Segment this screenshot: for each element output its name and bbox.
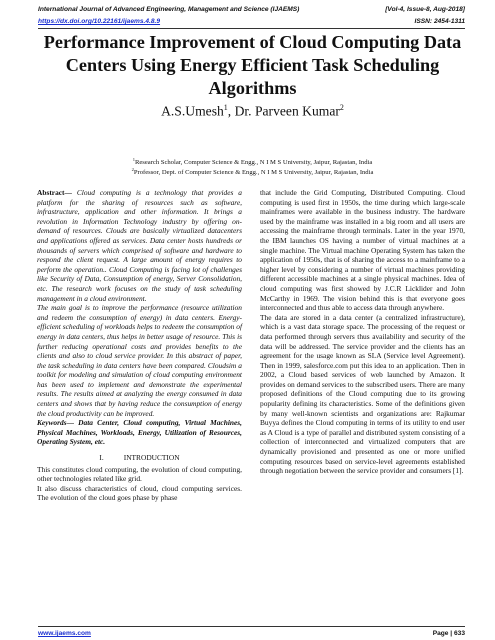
affiliation-2	[40, 167, 465, 176]
affiliation-1	[40, 157, 465, 166]
journal-header	[38, 6, 465, 13]
affiliation-2-sup: 2	[131, 167, 134, 172]
author-2: , Dr. Parveen Kumar	[227, 103, 340, 119]
abstract-paragraph-2: The main goal is to improve the performance (resource utilization and redeem the consumption of energy) in data centers. Energy-efficient scheduling of workloads helps to redeem the consumption of energy in data centers, thus helps in better usage of resource. This is further reducing operational costs and provides benefits to the clients and also to cloud service provider. In this abstract of paper, the task scheduling in data centers have been compared. Cloudsim a toolkit for modeling and simulation of cloud computing environment has been used to implement and demonstrate the experimental results. The results aimed at analyzing the energy consumed in data centers and shows that by having reduce the consumption of energy the cloud productivity can be improved.	[37, 303, 242, 418]
issn: ISSN: 2454-1311	[414, 18, 465, 25]
author-1-sup: 1	[223, 103, 228, 112]
header-divider	[38, 28, 465, 29]
section-title: INTRODUCTION	[123, 453, 180, 463]
abstract-dash: —	[64, 188, 77, 197]
keywords-text: Data Center, Cloud computing, Virtual Machines, Physical Machines, Workloads, Energy, Utilization of Resources, Operating System, etc.	[37, 418, 242, 447]
volume-info: [Vol-4, Issue-8, Aug-2018]	[385, 6, 465, 13]
doi-row	[38, 18, 465, 25]
page-number: Page | 633	[432, 630, 465, 637]
abstract-label: Abstract	[37, 188, 65, 197]
affiliation-1-sup: 1	[132, 157, 135, 162]
authors	[40, 103, 465, 120]
right-paragraph-2: The data are stored in a data center (a centralized infrastructure), which is a vast data storage space. The processing of the request or data performed through servers thus availability and security of the data will be addressed. The service provider and the clients has an agreement for the usage known as SLA (Service level Agreement). Then in 1999, salesforce.com put this idea to an application. Then in 2002, a Cloud based services of web launched by Amazon. It provides on demand services to the subscribed users. There are many proposed definitions of the Cloud computing due to its growing popularity defining its characteristics. Some of the definitions given by many well-known scientists and organizations are: Rajkumar Buyya defines the Cloud computing in terms of its utility to end user as A Cloud is a type of parallel and distributed system consisting of a collection of interconnected and virtualized computers that are dynamically provisioned and presented as one or more unified computing resources based on service-level agreements established through negotiation between the service provider and consumers [1].	[260, 312, 465, 476]
right-paragraph-1: that include the Grid Computing, Distributed Computing. Cloud computing is used first in 1950s, the time during which large-scale mainframes were available in the business industry. The hardware used by the mainframe was installed in a big room and all users are accessing the mainframe through terminals. Later in the year 1970, the IBM launches OS having a number of virtual machines at a single machine. The Virtual machine Operating System has taken the application of 1950s, that is of sharing the access to a mainframe to a higher level by considering a number of virtual machines providing different accessible machines at a single physical machines. Idea of cloud computing was first showed by J.C.R Licklider and John McCarthy in 1969. The vision behind this is that everyone goes interconnected and thus able to access data through anywhere.	[260, 188, 465, 313]
page-footer	[38, 630, 465, 637]
footer-site-link[interactable]: www.ijaems.com	[38, 630, 91, 637]
affiliation-1-text: Research Scholar, Computer Science & Engg., N I M S University, Jaipur, Rajastan, India	[134, 159, 373, 167]
right-column	[260, 188, 465, 476]
section-heading	[37, 453, 242, 463]
abstract-paragraph-1	[37, 188, 242, 303]
keywords-label: Keywords—	[37, 418, 74, 428]
abstract-text-1: Cloud computing is a technology that provides a platform for the sharing of resources such as software, infrastructure, application and other information. It brings a revolution in Information Technology industry by offering on-demand of resources. Clouds are basically virtualized datacenters and applications offered as services. Data center hosts hundreds or thousands of servers which comprised of software and hardware to respond the client request. A large amount of energy requires to perform the operation.. Cloud Computing is facing lot of challenges like Security of Data, Consumption of energy, Server Consolidation, etc. The research work focuses on the study of task scheduling management in a cloud environment.	[37, 188, 242, 303]
author-1: A.S.Umesh	[161, 103, 224, 119]
author-2-sup: 2	[339, 103, 344, 112]
intro-paragraph-1: This constitutes cloud computing, the evolution of cloud computing, other technologies related like grid.	[37, 464, 242, 484]
doi-link[interactable]: https://dx.doi.org/10.22161/ijaems.4.8.9	[38, 18, 161, 25]
footer-divider	[38, 626, 465, 627]
journal-name: International Journal of Advanced Engineering, Management and Science (IJAEMS)	[38, 6, 300, 13]
intro-paragraph-2: It also discuss characteristics of cloud, cloud computing services. The evolution of the cloud goes phase by phase	[37, 483, 242, 503]
paper-title: Performance Improvement of Cloud Computing Data Centers Using Energy Efficient Task Scheduling Algorithms	[43, 32, 462, 98]
section-number: I.	[99, 453, 104, 463]
keywords	[37, 418, 242, 447]
left-column	[37, 188, 242, 503]
affiliation-2-text: Professor, Dept. of Computer Science & Engg., N I M S University, Jaipur, Rajastan, India	[133, 169, 374, 177]
